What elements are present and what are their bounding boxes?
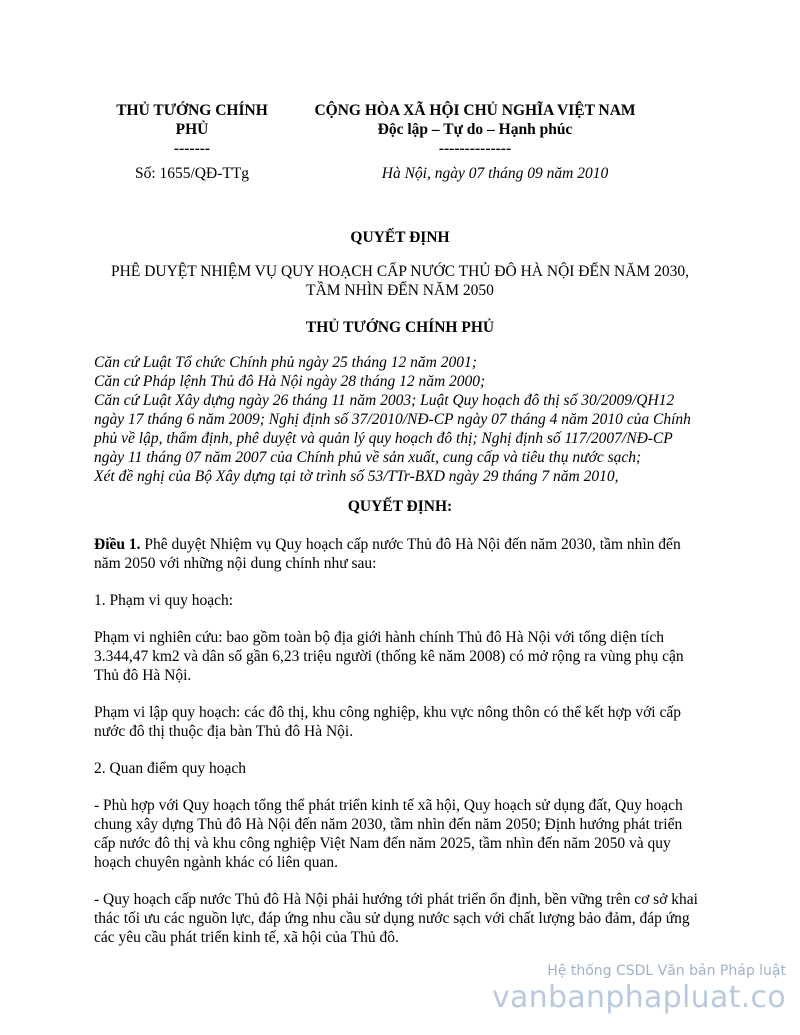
issuer-name-line1: THỦ TƯỚNG CHÍNH: [116, 102, 268, 119]
motto-divider: --------------: [438, 140, 512, 157]
section-heading-scope: [94, 591, 714, 610]
document-body: [94, 535, 714, 965]
article-1-text-cont: năm 2050 với những nội dung chính như sau:: [94, 555, 377, 572]
site-watermark: [492, 962, 786, 1016]
paragraph-line: - Phù hợp với Quy hoạch tổng thể phát triển kinh tế xã hội, Quy hoạch sử dụng đất, Quy hoạch: [94, 797, 683, 814]
paragraph-line: 3.344,47 km2 và dân số gần 6,23 triệu người (thống kê năm 2008) có mở rộng ra vùng phụ cận: [94, 648, 684, 665]
paragraph-line: Thủ đô Hà Nội.: [94, 667, 192, 684]
paragraph-line: hoạch chuyên ngành khác có liên quan.: [94, 854, 339, 871]
paragraph-viewpoint-1: [94, 796, 714, 872]
decision-heading: QUYẾT ĐỊNH:: [347, 498, 453, 515]
paragraph-line: chung xây dựng Thủ đô Hà Nội đến năm 2030, tầm nhìn đến năm 2050; Định hướng phát triển: [94, 816, 683, 833]
issuer-divider: -------: [173, 140, 211, 157]
document-number: Số: 1655/QĐ-TTg: [134, 165, 250, 182]
issuing-authority: THỦ TƯỚNG CHÍNH PHỦ: [305, 319, 495, 336]
paragraph-line: cấp nước đô thị và khu công nghiệp Việt Nam đến năm 2025, tầm nhìn đến năm 2050 và quy: [94, 835, 671, 852]
watermark-caption: Hệ thống CSDL Văn bản Pháp luật: [547, 963, 786, 979]
document-subtitle: [0, 262, 800, 300]
article-1-label: Điều 1.: [94, 536, 141, 553]
subtitle-line-2: TẦM NHÌN ĐẾN NĂM 2050: [306, 282, 494, 299]
document-type-title: QUYẾT ĐỊNH: [350, 229, 450, 246]
legal-basis-line: Căn cứ Pháp lệnh Thủ đô Hà Nội ngày 28 tháng 12 năm 2000;: [94, 373, 486, 390]
paragraph-viewpoint-2: [94, 890, 714, 947]
paragraph-line: 1. Phạm vi quy hoạch:: [94, 592, 234, 609]
paragraph-line: Phạm vi nghiên cứu: bao gồm toàn bộ địa giới hành chính Thủ đô Hà Nội với tổng diện tích: [94, 629, 664, 646]
legal-basis-line: ngày 17 tháng 6 năm 2009; Nghị định số 37/2010/NĐ-CP ngày 07 tháng 4 năm 2010 của Chính: [94, 411, 691, 428]
subtitle-line-1: PHÊ DUYỆT NHIỆM VỤ QUY HOẠCH CẤP NƯỚC THỦ ĐÔ HÀ NỘI ĐẾN NĂM 2030,: [111, 263, 689, 280]
paragraph-line: Phạm vi lập quy hoạch: các đô thị, khu công nghiệp, khu vực nông thôn có thể kết hợp với cấp: [94, 704, 681, 721]
national-title: CỘNG HÒA XÃ HỘI CHỦ NGHĨA VIỆT NAM: [314, 102, 636, 119]
paragraph-study-scope: [94, 628, 714, 685]
article-1-text: Phê duyệt Nhiệm vụ Quy hoạch cấp nước Thủ đô Hà Nội đến năm 2030, tầm nhìn đến: [140, 536, 681, 553]
paragraph-line: nước đô thị thuộc địa bàn Thủ đô Hà Nội.: [94, 723, 354, 740]
legal-basis-line: phủ về lập, thẩm định, phê duyệt và quản lý quy hoạch đô thị; Nghị định số 117/2007/NĐ-CP: [94, 430, 673, 447]
legal-basis-line: ngày 11 tháng 07 năm 2007 của Chính phủ về sản xuất, cung cấp và tiêu thụ nước sạch;: [94, 449, 642, 466]
legal-basis-line: Căn cứ Luật Xây dựng ngày 26 tháng 11 năm 2003; Luật Quy hoạch đô thị số 30/2009/QH12: [94, 392, 675, 409]
legal-basis-line: Căn cứ Luật Tổ chức Chính phủ ngày 25 tháng 12 năm 2001;: [94, 354, 477, 371]
paragraph-line: thác tối ưu các nguồn lực, đáp ứng nhu cầu sử dụng nước sạch với chất lượng bảo đảm, đáp ứng: [94, 910, 690, 927]
paragraph-line: các yêu cầu phát triển kinh tế, xã hội của Thủ đô.: [94, 929, 399, 946]
national-motto: Độc lập – Tự do – Hạnh phúc: [377, 121, 573, 138]
watermark-domain: vanbanphapluat.co: [491, 980, 786, 1015]
legal-bases: [94, 353, 714, 486]
paragraph-planning-scope: [94, 703, 714, 741]
paragraph-line: - Quy hoạch cấp nước Thủ đô Hà Nội phải hướng tới phát triển ổn định, bền vững trên cơ sở khai: [94, 891, 698, 908]
article-1: [94, 535, 714, 573]
issuer-name-line2: PHỦ: [175, 121, 209, 138]
paragraph-line: 2. Quan điểm quy hoạch: [94, 760, 246, 777]
legal-basis-line: Xét đề nghị của Bộ Xây dựng tại tờ trình số 53/TTr-BXD ngày 29 tháng 7 năm 2010,: [94, 468, 619, 485]
section-heading-viewpoint: [94, 759, 714, 778]
issue-date: Hà Nội, ngày 07 tháng 09 năm 2010: [381, 165, 609, 182]
